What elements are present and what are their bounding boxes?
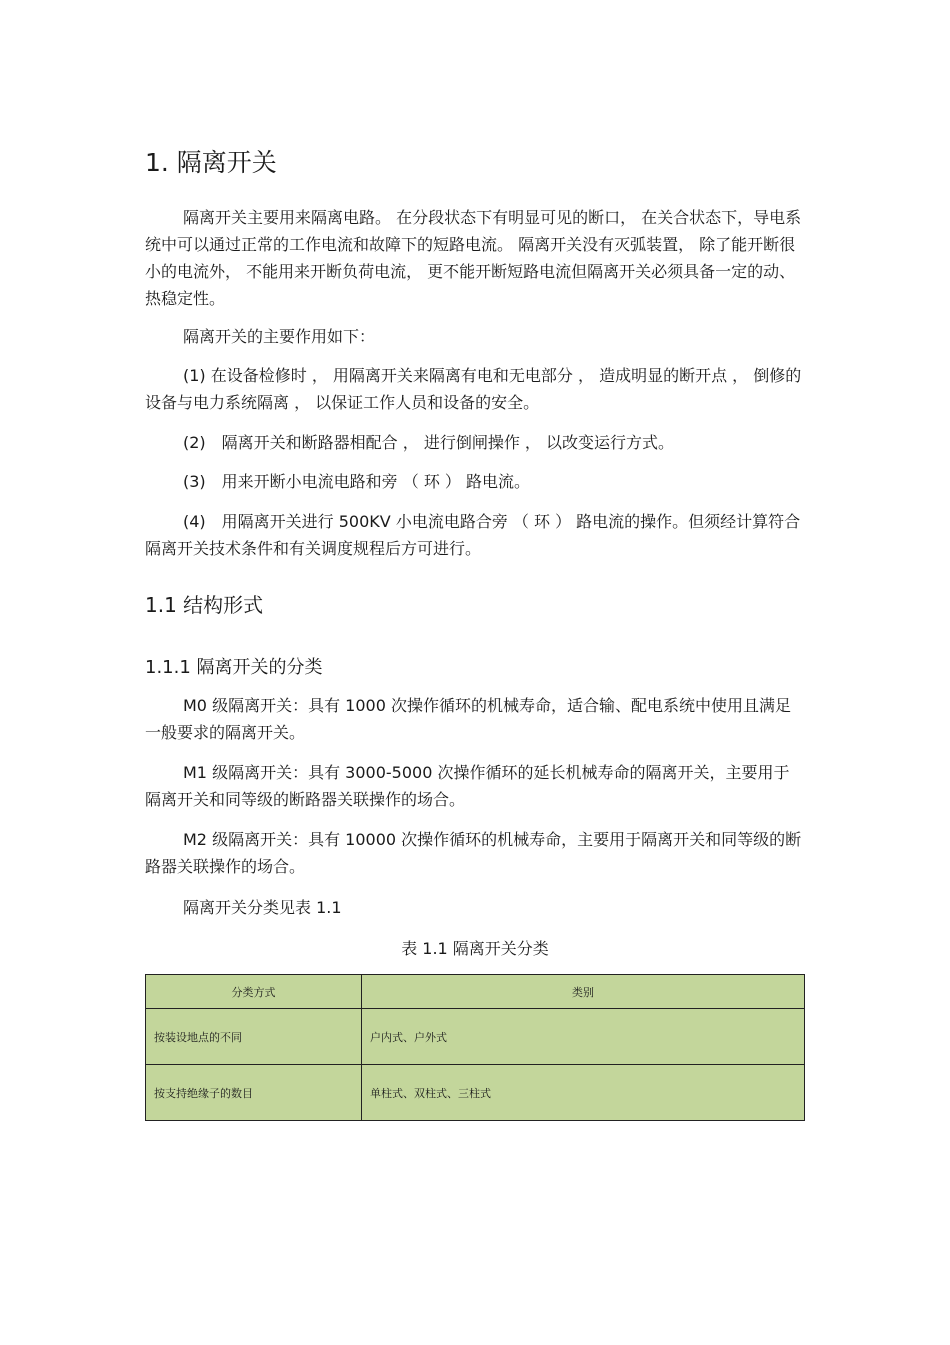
table-row [146, 1009, 805, 1065]
grade-m2: M2 级隔离开关：具有 10000 次操作循环的机械寿命，主要用于隔离开关和同等级的断路器关联操作的场合。 [145, 830, 802, 876]
table-header-cell: 类别 [362, 975, 805, 1009]
table-cell: 按装设地点的不同 [146, 1009, 362, 1065]
section-title: 1. 隔离开关 [145, 148, 277, 177]
function-item-2: (2) 隔离开关和断路器相配合 ， 进行倒闸操作 ， 以改变运行方式。 [183, 433, 675, 452]
subsection-title: 1.1 结构形式 [145, 593, 264, 617]
function-item-4: (4) 用隔离开关进行 500KV 小电流电路合旁 （ 环 ） 路电流的操作。但须经计算符合隔离开关技术条件和有关调度规程后方可进行。 [145, 512, 801, 558]
table-cell: 按支持绝缘子的数目 [146, 1065, 362, 1121]
function-item-3: (3) 用来开断小电流电路和旁 （ 环 ） 路电流。 [183, 472, 531, 491]
classification-table [145, 974, 805, 1121]
table-header-cell: 分类方式 [146, 975, 362, 1009]
table-caption: 表 1.1 隔离开关分类 [401, 939, 549, 958]
table-header-row [146, 975, 805, 1009]
table-row [146, 1065, 805, 1121]
table-reference: 隔离开关分类见表 1.1 [183, 898, 342, 917]
functions-intro: 隔离开关的主要作用如下： [183, 327, 376, 346]
table-cell: 单柱式、双柱式、三柱式 [362, 1065, 805, 1121]
function-item-1: (1) 在设备检修时 ， 用隔离开关来隔离有电和无电部分 ， 造成明显的断开点 ， 倒修的设备与电力系统隔离 ， 以保证工作人员和设备的安全。 [145, 366, 802, 412]
table-cell: 户内式、户外式 [362, 1009, 805, 1065]
grade-m1: M1 级隔离开关：具有 3000-5000 次操作循环的延长机械寿命的隔离开关，主要用于隔离开关和同等级的断路器关联操作的场合。 [145, 763, 790, 809]
intro-paragraph: 隔离开关主要用来隔离电路。 在分段状态下有明显可见的断口， 在关合状态下，导电系统中可以通过正常的工作电流和故障下的短路电流。 隔离开关没有灭弧装置， 除了能开断很小的电流外， 不能用来开断负荷电流， 更不能开断短路电流但隔离开关必须具备一定的动、热稳定性。 [145, 208, 802, 308]
subsubsection-title: 1.1.1 隔离开关的分类 [145, 657, 323, 678]
grade-m0: M0 级隔离开关：具有 1000 次操作循环的机械寿命，适合输、配电系统中使用且满足一般要求的隔离开关。 [145, 696, 791, 742]
